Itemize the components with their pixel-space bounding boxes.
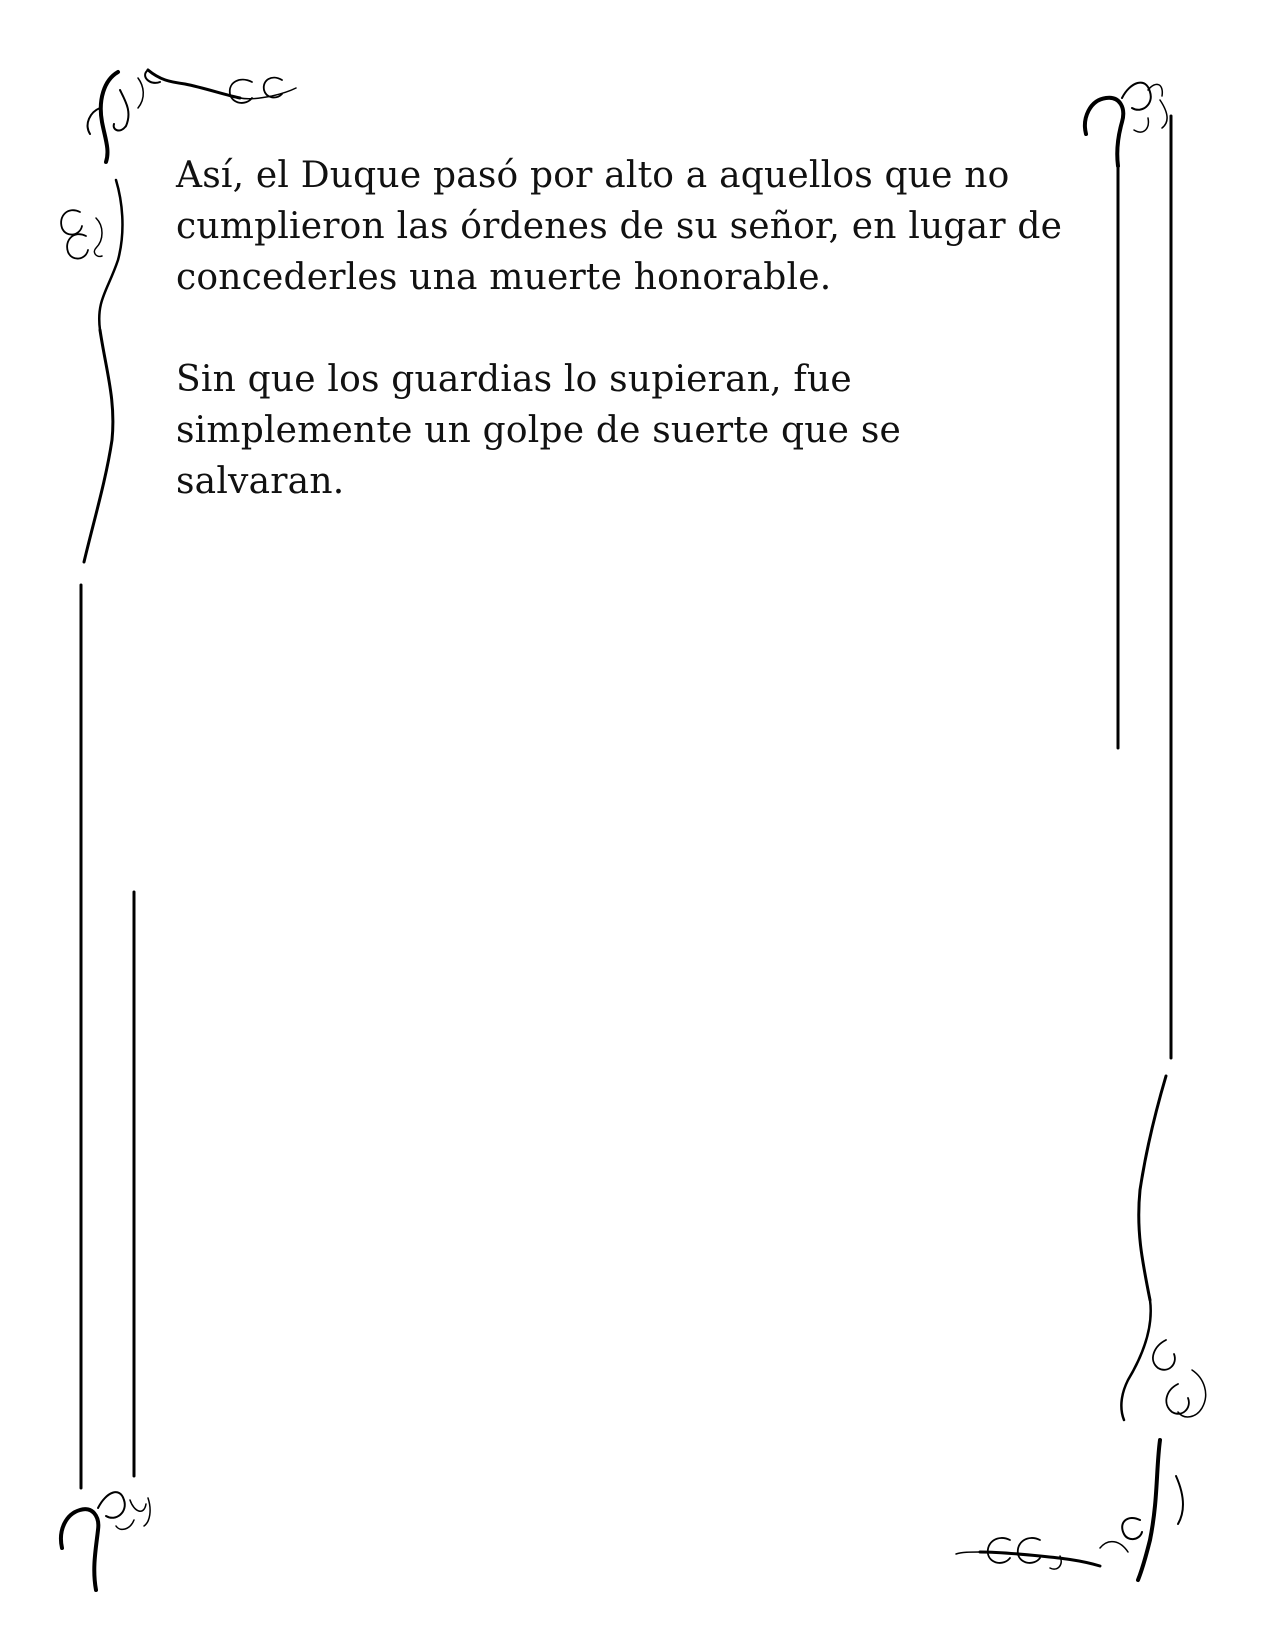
top-right-flourish-icon bbox=[1085, 83, 1167, 166]
paragraph-2: Sin que los guardias lo supieran, fue simplemente un golpe de suerte que se salvaran. bbox=[176, 359, 902, 502]
paragraph-1: Así, el Duque pasó por alto a aquellos que no cumplieron las órdenes de su señor, en lugar de concederles una muerte honorable. bbox=[176, 155, 1063, 298]
body-text bbox=[176, 150, 1096, 558]
bottom-right-flourish-icon bbox=[956, 1076, 1206, 1580]
bottom-left-flourish-icon bbox=[61, 1492, 150, 1590]
